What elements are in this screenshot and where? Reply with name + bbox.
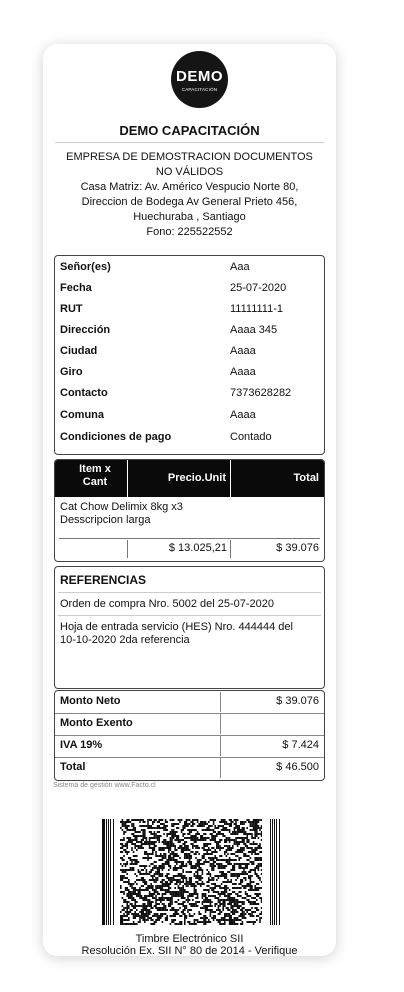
- totals-label: Monto Neto: [60, 695, 121, 707]
- total-column-header: Total: [293, 472, 319, 484]
- item-unit-price: $ 13.025,21: [168, 542, 227, 554]
- references-divider: [58, 592, 321, 593]
- reference-item: [60, 621, 320, 647]
- client-label: Condiciones de pago: [60, 431, 172, 443]
- column-divider: [220, 692, 221, 712]
- client-value: 11111111-1: [230, 303, 284, 315]
- totals-value: $ 7.424: [282, 739, 319, 751]
- totals-box: [54, 690, 325, 781]
- company-logo: [171, 51, 228, 108]
- totals-value: $ 39.076: [276, 695, 319, 707]
- company-address: [53, 150, 326, 240]
- client-row: [58, 300, 321, 319]
- client-value: Aaaa: [230, 345, 256, 357]
- column-divider: [220, 736, 221, 756]
- pdf417-barcode: [102, 819, 280, 925]
- client-label: Dirección: [60, 324, 111, 336]
- system-credit: Sistema de gestión www.Facto.cl: [53, 782, 156, 789]
- reference-line: 10-10-2020 2da referencia: [60, 634, 190, 646]
- item-divider: [59, 538, 320, 539]
- qty-column-header: [63, 463, 127, 489]
- client-row: [58, 321, 321, 340]
- invoice-card: [43, 44, 336, 956]
- address-line: Casa Matriz: Av. Américo Vespucio Norte 80,: [80, 181, 299, 193]
- client-label: Señor(es): [60, 261, 111, 273]
- column-divider: [220, 714, 221, 734]
- client-value: Aaaa: [230, 409, 256, 421]
- totals-row: [55, 736, 324, 756]
- address-line: Fono: 225522552: [146, 226, 233, 238]
- client-label: Fecha: [60, 282, 92, 294]
- client-label: Giro: [60, 366, 83, 378]
- client-value: 7373628282: [230, 387, 292, 399]
- items-table-header: [55, 460, 324, 497]
- item-amount-row: [55, 540, 324, 558]
- client-label: Contacto: [60, 387, 108, 399]
- reference-line: Hoja de entrada servicio (HES) Nro. 444444 del: [60, 621, 293, 633]
- column-divider: [230, 540, 231, 558]
- unit-price-column-header: Precio.Unit: [167, 472, 226, 484]
- stamp-resolution: Resolución Ex. SII N° 80 de 2014 - Verifique: [81, 945, 298, 956]
- client-value: Aaaa: [230, 366, 256, 378]
- column-divider: [127, 460, 128, 497]
- client-value: Contado: [230, 431, 272, 443]
- totals-row: [55, 758, 324, 778]
- client-row: [58, 342, 321, 361]
- references-title: REFERENCIAS: [60, 573, 147, 587]
- client-label: Ciudad: [60, 345, 98, 357]
- totals-row: [55, 692, 324, 712]
- column-divider: [220, 758, 221, 778]
- client-value: 25-07-2020: [230, 282, 287, 294]
- items-table: [54, 459, 325, 562]
- references-box: [54, 566, 325, 689]
- item-total: $ 39.076: [276, 542, 319, 554]
- client-row: [58, 258, 321, 277]
- address-line: Direccion de Bodega Av General Prieto 456,: [81, 196, 298, 208]
- address-line: EMPRESA DE DEMOSTRACION DOCUMENTOS: [66, 151, 313, 163]
- address-line: Huechuraba , Santiago: [133, 211, 246, 223]
- client-row: [58, 279, 321, 298]
- client-value: Aaa: [230, 261, 250, 273]
- logo-word: DEMO: [176, 68, 223, 85]
- client-label: Comuna: [60, 409, 104, 421]
- totals-value: $ 46.500: [276, 761, 319, 773]
- client-row: [58, 384, 321, 403]
- column-divider: [230, 460, 231, 497]
- stamp-title: Timbre Electrónico SII: [135, 933, 244, 945]
- client-info-box: [54, 255, 325, 455]
- client-label: RUT: [60, 303, 83, 315]
- totals-row: [55, 714, 324, 734]
- qty-header-line: Cant: [82, 476, 108, 488]
- item-description-line: Cat Chow Delimix 8kg x3: [60, 501, 183, 513]
- qty-header-line: Item x: [79, 463, 111, 475]
- client-row: [58, 363, 321, 382]
- totals-label: Monto Exento: [60, 717, 133, 729]
- item-description: [60, 501, 260, 527]
- client-value: Aaaa 345: [230, 324, 278, 336]
- references-divider: [58, 615, 321, 616]
- client-row: [58, 406, 321, 425]
- reference-item: Orden de compra Nro. 5002 del 25-07-2020: [60, 598, 275, 610]
- logo-subtitle: CAPACITACIÓN: [181, 87, 218, 92]
- totals-label: IVA 19%: [60, 739, 103, 751]
- address-line: NO VÁLIDOS: [155, 166, 224, 178]
- client-row: [58, 428, 321, 447]
- totals-label: Total: [60, 761, 86, 773]
- header-divider: [55, 142, 324, 143]
- item-description-line: Desscripcion larga: [60, 514, 151, 526]
- company-name: DEMO CAPACITACIÓN: [119, 123, 260, 138]
